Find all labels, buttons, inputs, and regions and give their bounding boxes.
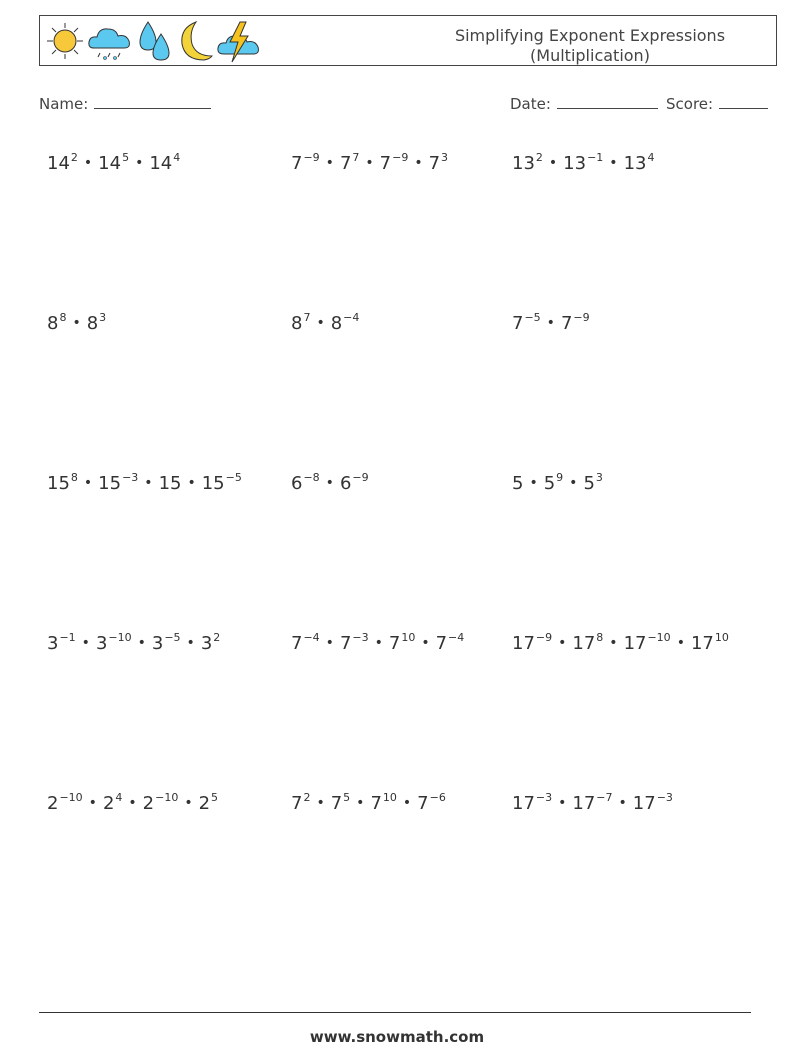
base: 3 bbox=[200, 633, 213, 654]
title-line-2: (Multiplication) bbox=[530, 46, 650, 65]
base: 13 bbox=[563, 153, 587, 174]
multiply-dot: • bbox=[135, 155, 144, 171]
date-blank[interactable] bbox=[557, 94, 658, 109]
power-term bbox=[143, 793, 179, 814]
multiply-dot: • bbox=[414, 155, 423, 171]
sun-icon bbox=[44, 18, 86, 64]
base: 13 bbox=[623, 153, 647, 174]
base: 7 bbox=[291, 793, 303, 814]
power-term bbox=[572, 633, 603, 654]
base: 7 bbox=[370, 793, 382, 814]
power-term bbox=[87, 313, 106, 334]
exponent: 3 bbox=[99, 311, 107, 324]
power-term bbox=[201, 633, 220, 654]
weather-icons bbox=[44, 18, 264, 64]
exponent: 7 bbox=[303, 311, 311, 324]
multiply-dot: • bbox=[184, 795, 193, 811]
multiply-dot: • bbox=[325, 635, 334, 651]
base: 7 bbox=[435, 633, 448, 654]
base: 7 bbox=[291, 153, 303, 174]
power-term bbox=[149, 153, 180, 174]
exponent: 3 bbox=[595, 471, 603, 484]
problem-14 bbox=[291, 792, 446, 814]
multiply-dot: • bbox=[618, 795, 627, 811]
exponent: 10 bbox=[714, 631, 729, 644]
multiply-dot: • bbox=[676, 635, 685, 651]
worksheet-title bbox=[430, 26, 750, 66]
score-field bbox=[666, 94, 768, 113]
exponent: 5 bbox=[211, 791, 219, 804]
power-term bbox=[561, 313, 590, 334]
base: 7 bbox=[339, 633, 352, 654]
exponent: −5 bbox=[225, 471, 242, 484]
power-term bbox=[544, 473, 563, 494]
exponent: 3 bbox=[441, 151, 449, 164]
exponent: 2 bbox=[535, 151, 543, 164]
base: 8 bbox=[86, 313, 99, 334]
thunder-cloud-icon bbox=[214, 18, 264, 64]
base: 5 bbox=[583, 473, 595, 494]
power-term bbox=[512, 473, 523, 494]
exponent: −10 bbox=[59, 791, 83, 804]
base: 5 bbox=[512, 473, 524, 494]
base: 8 bbox=[291, 313, 303, 334]
base: 8 bbox=[330, 313, 343, 334]
multiply-dot: • bbox=[137, 635, 146, 651]
exponent: −8 bbox=[303, 471, 320, 484]
exponent: −9 bbox=[573, 311, 590, 324]
multiply-dot: • bbox=[316, 315, 325, 331]
problem-5 bbox=[291, 312, 359, 334]
power-term bbox=[47, 153, 78, 174]
exponent: −9 bbox=[352, 471, 369, 484]
multiply-dot: • bbox=[81, 635, 90, 651]
multiply-dot: • bbox=[569, 475, 578, 491]
power-term bbox=[340, 473, 369, 494]
multiply-dot: • bbox=[609, 635, 618, 651]
power-term bbox=[380, 153, 409, 174]
base: 7 bbox=[291, 633, 303, 654]
power-term bbox=[370, 793, 396, 814]
power-term bbox=[291, 473, 320, 494]
problem-11 bbox=[291, 632, 464, 654]
base: 8 bbox=[47, 313, 59, 334]
power-term bbox=[202, 473, 242, 494]
score-label: Score: bbox=[666, 95, 714, 113]
power-term bbox=[98, 153, 129, 174]
problem-6 bbox=[512, 312, 590, 334]
base: 17 bbox=[512, 793, 535, 814]
exponent: −10 bbox=[647, 631, 671, 644]
power-term bbox=[291, 633, 320, 654]
power-term bbox=[159, 473, 182, 494]
problem-7 bbox=[47, 472, 242, 494]
name-blank[interactable] bbox=[94, 94, 211, 109]
crescent-moon-icon bbox=[174, 18, 214, 64]
power-term bbox=[512, 793, 552, 814]
base: 7 bbox=[417, 793, 429, 814]
multiply-dot: • bbox=[83, 155, 93, 171]
date-field bbox=[510, 94, 658, 113]
multiply-dot: • bbox=[72, 315, 81, 331]
exponent: −3 bbox=[352, 631, 369, 644]
base: 7 bbox=[339, 153, 352, 174]
multiply-dot: • bbox=[558, 795, 567, 811]
base: 17 bbox=[572, 793, 596, 814]
rain-cloud-icon bbox=[86, 18, 134, 64]
power-term bbox=[331, 793, 350, 814]
multiply-dot: • bbox=[128, 795, 137, 811]
exponent: 8 bbox=[596, 631, 604, 644]
base: 7 bbox=[560, 313, 573, 334]
exponent: −3 bbox=[535, 791, 553, 804]
power-term bbox=[563, 153, 603, 174]
power-term bbox=[572, 793, 612, 814]
exponent: −3 bbox=[656, 791, 673, 804]
multiply-dot: • bbox=[144, 475, 153, 491]
base: 17 bbox=[572, 633, 596, 654]
base: 15 bbox=[158, 473, 182, 494]
footer-rule bbox=[39, 1012, 751, 1013]
power-term bbox=[512, 153, 543, 174]
problem-9 bbox=[512, 472, 603, 494]
base: 2 bbox=[102, 793, 115, 814]
power-term bbox=[291, 313, 310, 334]
exponent: 10 bbox=[401, 631, 416, 644]
base: 5 bbox=[543, 473, 556, 494]
multiply-dot: • bbox=[609, 155, 618, 171]
base: 15 bbox=[98, 473, 122, 494]
multiply-dot: • bbox=[186, 635, 195, 651]
exponent: −5 bbox=[524, 311, 541, 324]
base: 6 bbox=[339, 473, 352, 494]
base: 14 bbox=[47, 153, 70, 174]
multiply-dot: • bbox=[187, 475, 196, 491]
exponent: 4 bbox=[115, 791, 123, 804]
score-blank[interactable] bbox=[719, 94, 768, 109]
exponent: 9 bbox=[556, 471, 564, 484]
base: 3 bbox=[47, 633, 59, 654]
name-label: Name: bbox=[39, 95, 89, 113]
base: 2 bbox=[47, 793, 59, 814]
exponent: −7 bbox=[596, 791, 613, 804]
multiply-dot: • bbox=[88, 795, 97, 811]
power-term bbox=[96, 633, 132, 654]
problem-8 bbox=[291, 472, 369, 494]
exponent: 2 bbox=[70, 151, 78, 164]
power-term bbox=[512, 633, 552, 654]
date-label: Date: bbox=[510, 95, 551, 113]
water-drops-icon bbox=[134, 18, 174, 64]
multiply-dot: • bbox=[402, 795, 412, 811]
exponent: 5 bbox=[343, 791, 351, 804]
exponent: −10 bbox=[155, 791, 179, 804]
multiply-dot: • bbox=[325, 155, 334, 171]
multiply-dot: • bbox=[325, 475, 334, 491]
problem-10 bbox=[47, 632, 220, 654]
power-term bbox=[291, 793, 310, 814]
exponent: 5 bbox=[122, 151, 130, 164]
problem-12 bbox=[512, 632, 729, 654]
exponent: −9 bbox=[303, 151, 320, 164]
base: 14 bbox=[98, 153, 122, 174]
exponent: 7 bbox=[352, 151, 360, 164]
base: 13 bbox=[512, 153, 535, 174]
footer-url: www.snowmath.com bbox=[309, 1028, 485, 1046]
base: 2 bbox=[198, 793, 211, 814]
base: 17 bbox=[512, 633, 535, 654]
multiply-dot: • bbox=[356, 795, 365, 811]
base: 7 bbox=[428, 153, 441, 174]
exponent: −9 bbox=[392, 151, 409, 164]
exponent: 2 bbox=[213, 631, 221, 644]
exponent: −3 bbox=[122, 471, 139, 484]
base: 3 bbox=[151, 633, 164, 654]
base: 7 bbox=[379, 153, 392, 174]
base: 17 bbox=[623, 633, 647, 654]
base: 7 bbox=[330, 793, 343, 814]
power-term bbox=[389, 633, 415, 654]
problem-13 bbox=[47, 792, 218, 814]
problem-3 bbox=[512, 152, 654, 174]
base: 15 bbox=[201, 473, 225, 494]
multiply-dot: • bbox=[316, 795, 325, 811]
power-term bbox=[624, 153, 655, 174]
exponent: 10 bbox=[382, 791, 397, 804]
power-term bbox=[331, 313, 360, 334]
multiply-dot: • bbox=[83, 475, 93, 491]
exponent: 2 bbox=[303, 791, 311, 804]
exponent: −4 bbox=[343, 311, 360, 324]
base: 7 bbox=[388, 633, 401, 654]
power-term bbox=[624, 633, 671, 654]
base: 6 bbox=[291, 473, 303, 494]
base: 14 bbox=[149, 153, 173, 174]
exponent: 4 bbox=[647, 151, 655, 164]
worksheet-header bbox=[39, 15, 777, 66]
power-term bbox=[47, 313, 66, 334]
problem-2 bbox=[291, 152, 448, 174]
power-term bbox=[152, 633, 181, 654]
exponent: 8 bbox=[70, 471, 78, 484]
name-field bbox=[39, 94, 211, 113]
multiply-dot: • bbox=[374, 635, 383, 651]
multiply-dot: • bbox=[529, 475, 538, 491]
power-term bbox=[633, 793, 673, 814]
base: 17 bbox=[632, 793, 656, 814]
exponent: −4 bbox=[303, 631, 320, 644]
power-term bbox=[98, 473, 138, 494]
exponent: −1 bbox=[59, 631, 76, 644]
power-term bbox=[340, 633, 369, 654]
base: 2 bbox=[142, 793, 155, 814]
power-term bbox=[429, 153, 448, 174]
multiply-dot: • bbox=[546, 315, 555, 331]
multiply-dot: • bbox=[365, 155, 374, 171]
base: 15 bbox=[47, 473, 70, 494]
base: 17 bbox=[690, 633, 714, 654]
exponent: −6 bbox=[429, 791, 446, 804]
exponent: 4 bbox=[173, 151, 181, 164]
power-term bbox=[103, 793, 122, 814]
base: 3 bbox=[95, 633, 108, 654]
problem-4 bbox=[47, 312, 106, 334]
power-term bbox=[512, 313, 541, 334]
problem-1 bbox=[47, 152, 180, 174]
power-term bbox=[436, 633, 465, 654]
power-term bbox=[691, 633, 729, 654]
power-term bbox=[47, 633, 76, 654]
problem-15 bbox=[512, 792, 673, 814]
power-term bbox=[340, 153, 359, 174]
power-term bbox=[47, 473, 78, 494]
multiply-dot: • bbox=[548, 155, 558, 171]
exponent: 8 bbox=[59, 311, 67, 324]
exponent: −1 bbox=[587, 151, 604, 164]
power-term bbox=[583, 473, 602, 494]
power-term bbox=[47, 793, 83, 814]
power-term bbox=[291, 153, 320, 174]
exponent: −9 bbox=[535, 631, 553, 644]
power-term bbox=[199, 793, 218, 814]
power-term bbox=[417, 793, 446, 814]
base: 7 bbox=[512, 313, 524, 334]
title-line-1: Simplifying Exponent Expressions bbox=[454, 26, 726, 45]
exponent: −5 bbox=[164, 631, 181, 644]
exponent: −10 bbox=[108, 631, 132, 644]
multiply-dot: • bbox=[558, 635, 567, 651]
multiply-dot: • bbox=[421, 635, 430, 651]
exponent: −4 bbox=[448, 631, 465, 644]
